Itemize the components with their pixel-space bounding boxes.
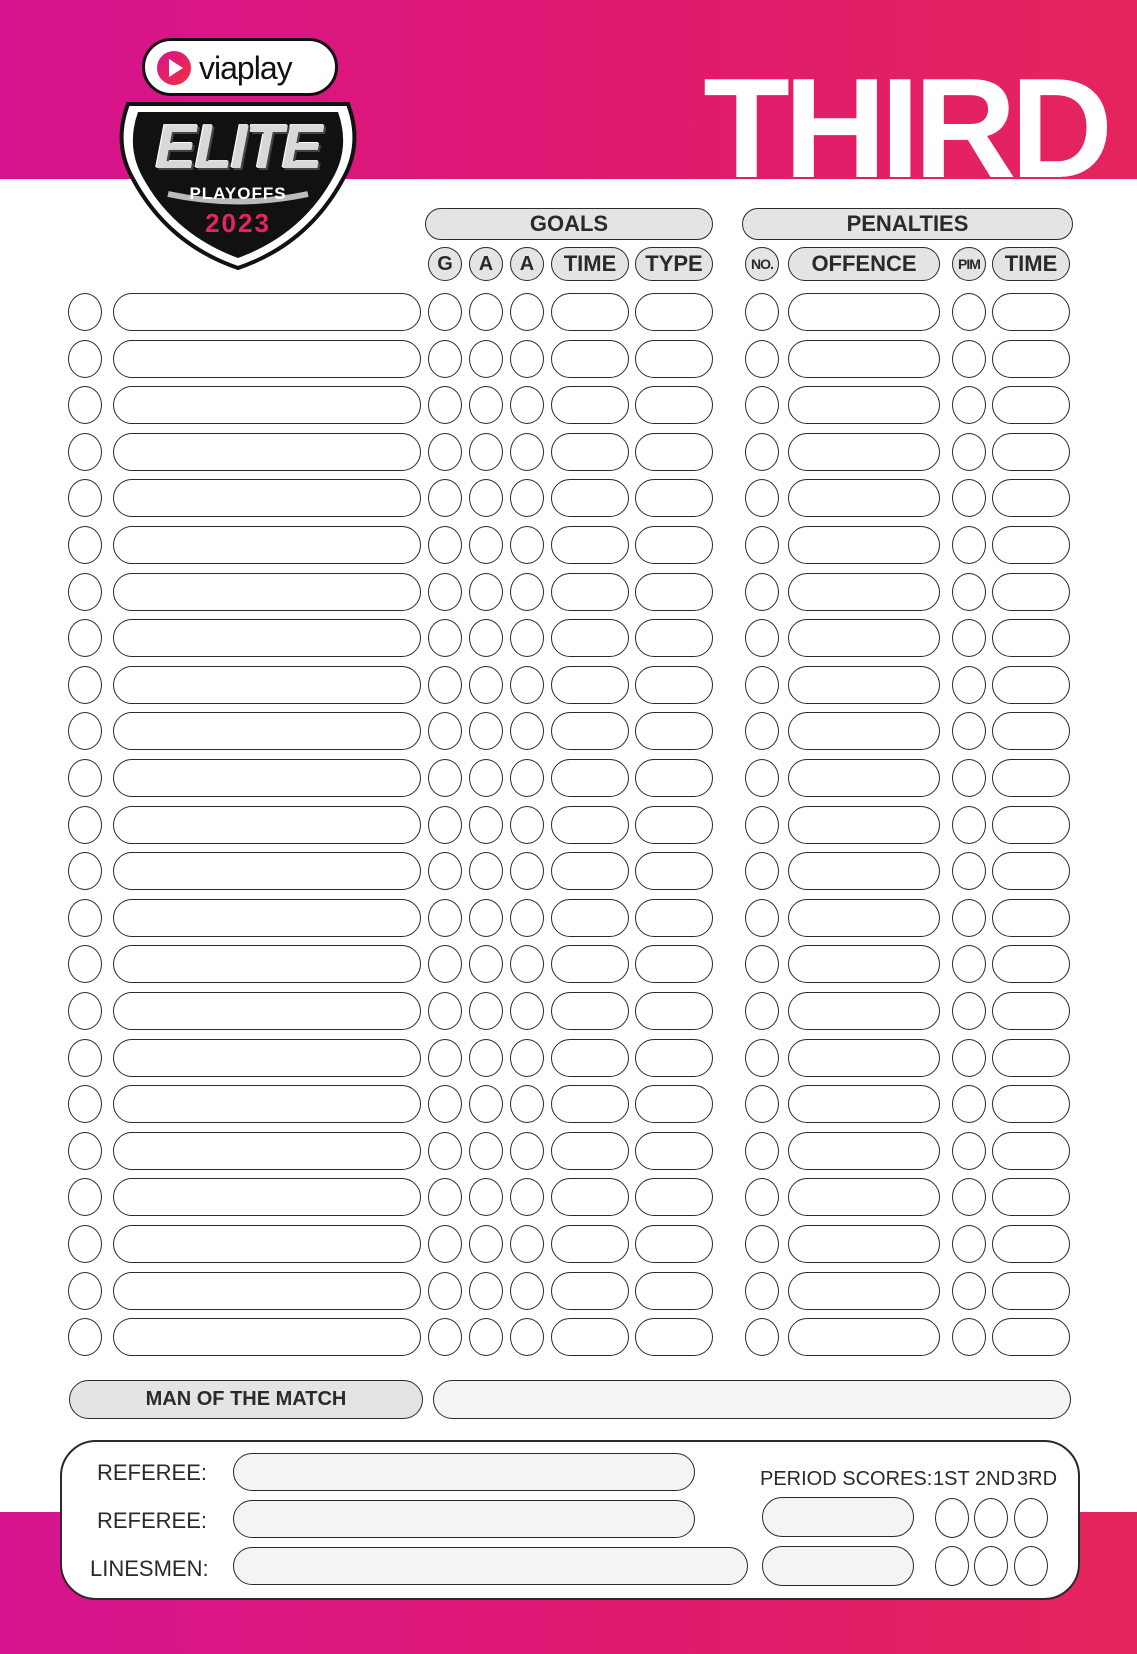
assist-2-field[interactable] [510,759,544,797]
goal-type-field[interactable] [635,433,713,471]
penalty-number-field[interactable] [745,1272,779,1310]
goal-scorer-field[interactable] [428,1178,462,1216]
goal-type-field[interactable] [635,479,713,517]
assist-1-field[interactable] [469,666,503,704]
pim-field[interactable] [952,852,986,890]
assist-1-field[interactable] [469,619,503,657]
penalty-time-field[interactable] [992,899,1070,937]
assist-column-header: A [510,247,544,281]
period-1-score[interactable] [935,1546,969,1586]
penalty-time-field[interactable] [992,619,1070,657]
player-number-field[interactable] [68,1132,102,1170]
goal-column-header: G [428,247,462,281]
penalty-number-field[interactable] [745,619,779,657]
player-name-field[interactable] [113,1085,421,1123]
assist-2-field[interactable] [510,992,544,1030]
goal-scorer-field[interactable] [428,666,462,704]
offence-field[interactable] [788,433,940,471]
period-title: THIRD [703,49,1107,208]
player-number-field[interactable] [68,479,102,517]
linesmen-field[interactable] [233,1547,748,1585]
player-number-field[interactable] [68,526,102,564]
player-name-field[interactable] [113,1318,421,1356]
assist-1-field[interactable] [469,1225,503,1263]
pim-field[interactable] [952,992,986,1030]
goal-type-field[interactable] [635,386,713,424]
penalty-number-field[interactable] [745,573,779,611]
penalty-number-field[interactable] [745,1225,779,1263]
penalty-number-field[interactable] [745,666,779,704]
pim-field[interactable] [952,1085,986,1123]
assist-2-field[interactable] [510,479,544,517]
pim-field[interactable] [952,759,986,797]
pim-field[interactable] [952,806,986,844]
player-name-field[interactable] [113,1272,421,1310]
player-number-field[interactable] [68,945,102,983]
penalty-time-field[interactable] [992,1039,1070,1077]
goal-time-field[interactable] [551,806,629,844]
goal-scorer-field[interactable] [428,573,462,611]
penalty-time-field[interactable] [992,573,1070,611]
penalty-time-field[interactable] [992,1272,1070,1310]
goal-time-field[interactable] [551,479,629,517]
goal-scorer-field[interactable] [428,712,462,750]
player-name-field[interactable] [113,945,421,983]
goal-type-field[interactable] [635,712,713,750]
goal-type-field[interactable] [635,1085,713,1123]
period-3-label: 3RD [1017,1468,1058,1490]
team-total-field[interactable] [762,1546,914,1586]
linesmen-label: LINESMEN: [90,1556,209,1581]
playoffs-label: PLAYOFFS [189,184,287,203]
penalty-time-field[interactable] [992,759,1070,797]
period-scores-label: PERIOD SCORES: [760,1468,933,1490]
player-name-field[interactable] [113,759,421,797]
offence-field[interactable] [788,666,940,704]
player-name-field[interactable] [113,1132,421,1170]
pim-field[interactable] [952,1178,986,1216]
pim-field[interactable] [952,1039,986,1077]
year-label: 2023 [205,208,271,238]
goal-time-field[interactable] [551,1225,629,1263]
assist-1-field[interactable] [469,293,503,331]
goal-scorer-field[interactable] [428,340,462,378]
pim-field[interactable] [952,1272,986,1310]
player-name-field[interactable] [113,526,421,564]
penalty-time-field[interactable] [992,526,1070,564]
penalty-number-field[interactable] [745,945,779,983]
goal-scorer-field[interactable] [428,759,462,797]
offence-column-header: OFFENCE [788,247,940,281]
goal-type-field[interactable] [635,899,713,937]
goal-time-field[interactable] [551,1039,629,1077]
penalty-number-field[interactable] [745,712,779,750]
assist-1-field[interactable] [469,386,503,424]
goal-scorer-field[interactable] [428,1132,462,1170]
player-number-field[interactable] [68,992,102,1030]
pim-field[interactable] [952,945,986,983]
player-name-field[interactable] [113,852,421,890]
penalty-number-field[interactable] [745,899,779,937]
goal-type-field[interactable] [635,1039,713,1077]
assist-1-field[interactable] [469,945,503,983]
penalties-header: PENALTIES [742,208,1073,240]
goal-time-field[interactable] [551,666,629,704]
assist-1-field[interactable] [469,852,503,890]
referee-label: REFEREE: [97,1508,208,1533]
penalty-number-field[interactable] [745,433,779,471]
player-number-field[interactable] [68,1318,102,1356]
pim-field[interactable] [952,1132,986,1170]
period-1-score[interactable] [935,1498,969,1538]
assist-1-field[interactable] [469,992,503,1030]
player-number-field[interactable] [68,619,102,657]
pim-field[interactable] [952,619,986,657]
goal-scorer-field[interactable] [428,852,462,890]
player-name-field[interactable] [113,1178,421,1216]
player-number-field[interactable] [68,340,102,378]
penalty-number-field[interactable] [745,1085,779,1123]
offence-field[interactable] [788,712,940,750]
assist-2-field[interactable] [510,1085,544,1123]
assist-2-field[interactable] [510,1225,544,1263]
offence-field[interactable] [788,619,940,657]
goal-scorer-field[interactable] [428,619,462,657]
offence-field[interactable] [788,899,940,937]
assist-1-field[interactable] [469,1318,503,1356]
assist-2-field[interactable] [510,433,544,471]
goal-type-field[interactable] [635,1318,713,1356]
player-number-field[interactable] [68,573,102,611]
period-1-label: 1ST [933,1468,970,1490]
goal-time-field[interactable] [551,1272,629,1310]
goal-time-field[interactable] [551,899,629,937]
goal-type-field[interactable] [635,759,713,797]
man-of-the-match-field[interactable] [433,1380,1071,1419]
player-name-field[interactable] [113,293,421,331]
pim-field[interactable] [952,712,986,750]
player-name-field[interactable] [113,1039,421,1077]
goal-type-field[interactable] [635,1225,713,1263]
pim-field[interactable] [952,340,986,378]
period-2-score[interactable] [974,1546,1008,1586]
team-total-field[interactable] [762,1497,914,1537]
assist-1-field[interactable] [469,433,503,471]
player-number-field[interactable] [68,1039,102,1077]
assist-2-field[interactable] [510,1039,544,1077]
player-name-field[interactable] [113,666,421,704]
assist-2-field[interactable] [510,899,544,937]
offence-field[interactable] [788,759,940,797]
assist-1-field[interactable] [469,899,503,937]
offence-field[interactable] [788,1085,940,1123]
player-number-field[interactable] [68,666,102,704]
assist-2-field[interactable] [510,852,544,890]
player-number-field[interactable] [68,293,102,331]
penalty-number-field[interactable] [745,340,779,378]
penalty-number-field[interactable] [745,479,779,517]
pim-field[interactable] [952,386,986,424]
assist-2-field[interactable] [510,1178,544,1216]
assist-1-field[interactable] [469,526,503,564]
offence-field[interactable] [788,1272,940,1310]
assist-1-field[interactable] [469,1132,503,1170]
player-name-field[interactable] [113,712,421,750]
period-2-label: 2ND [975,1468,1016,1490]
period-2-score[interactable] [974,1498,1008,1538]
player-number-field[interactable] [68,1272,102,1310]
player-name-field[interactable] [113,573,421,611]
assist-2-field[interactable] [510,340,544,378]
offence-field[interactable] [788,293,940,331]
assist-2-field[interactable] [510,1272,544,1310]
player-number-field[interactable] [68,1178,102,1216]
goal-scorer-field[interactable] [428,479,462,517]
player-name-field[interactable] [113,899,421,937]
assist-2-field[interactable] [510,945,544,983]
goal-type-field[interactable] [635,806,713,844]
assist-2-field[interactable] [510,573,544,611]
goal-time-field[interactable] [551,386,629,424]
pim-field[interactable] [952,479,986,517]
goal-type-field[interactable] [635,1132,713,1170]
penalty-number-field[interactable] [745,852,779,890]
pim-column-header: PIM [952,247,986,281]
goal-time-field[interactable] [551,1085,629,1123]
pim-field[interactable] [952,666,986,704]
goal-scorer-field[interactable] [428,806,462,844]
pim-field[interactable] [952,573,986,611]
offence-field[interactable] [788,479,940,517]
goal-time-field[interactable] [551,1132,629,1170]
penalty-time-field[interactable] [992,479,1070,517]
pim-field[interactable] [952,433,986,471]
goal-time-field[interactable] [551,1318,629,1356]
goal-scorer-field[interactable] [428,1272,462,1310]
assist-1-field[interactable] [469,712,503,750]
offence-field[interactable] [788,526,940,564]
offence-field[interactable] [788,1225,940,1263]
penalty-time-field[interactable] [992,852,1070,890]
elite-playoffs-logo [108,34,368,270]
assist-1-field[interactable] [469,1039,503,1077]
assist-2-field[interactable] [510,526,544,564]
goal-time-field[interactable] [551,293,629,331]
assist-1-field[interactable] [469,340,503,378]
player-name-field[interactable] [113,386,421,424]
goal-scorer-field[interactable] [428,899,462,937]
penalty-number-field[interactable] [745,293,779,331]
assist-2-field[interactable] [510,1132,544,1170]
goal-time-field[interactable] [551,1178,629,1216]
pim-field[interactable] [952,1225,986,1263]
assist-1-field[interactable] [469,1178,503,1216]
offence-field[interactable] [788,992,940,1030]
goal-time-field[interactable] [551,712,629,750]
goal-scorer-field[interactable] [428,293,462,331]
penalty-time-field[interactable] [992,1225,1070,1263]
offence-field[interactable] [788,1039,940,1077]
period-3-score[interactable] [1014,1546,1048,1586]
penalty-number-field[interactable] [745,1178,779,1216]
goal-time-field[interactable] [551,573,629,611]
offence-field[interactable] [788,945,940,983]
penalty-number-column-header: NO. [745,247,779,281]
goal-scorer-field[interactable] [428,992,462,1030]
goal-type-field[interactable] [635,293,713,331]
pim-field[interactable] [952,899,986,937]
pim-field[interactable] [952,526,986,564]
goal-time-column-header: TIME [551,247,629,281]
player-number-field[interactable] [68,852,102,890]
play-icon [157,51,191,85]
penalty-time-column-header: TIME [992,247,1070,281]
pim-field[interactable] [952,1318,986,1356]
offence-field[interactable] [788,806,940,844]
goal-scorer-field[interactable] [428,526,462,564]
assist-1-field[interactable] [469,806,503,844]
penalty-time-field[interactable] [992,1085,1070,1123]
goal-time-field[interactable] [551,852,629,890]
goal-type-field[interactable] [635,852,713,890]
assist-column-header: A [469,247,503,281]
goal-type-field[interactable] [635,526,713,564]
goal-scorer-field[interactable] [428,1039,462,1077]
penalty-time-field[interactable] [992,433,1070,471]
assist-1-field[interactable] [469,759,503,797]
goal-scorer-field[interactable] [428,1318,462,1356]
pim-field[interactable] [952,293,986,331]
elite-wordmark: ELITE [155,113,321,182]
goal-time-field[interactable] [551,619,629,657]
penalty-number-field[interactable] [745,526,779,564]
player-number-field[interactable] [68,759,102,797]
goal-time-field[interactable] [551,433,629,471]
viaplay-wordmark: viaplay [199,50,292,86]
assist-1-field[interactable] [469,1085,503,1123]
penalty-number-field[interactable] [745,1318,779,1356]
penalty-time-field[interactable] [992,386,1070,424]
offence-field[interactable] [788,1318,940,1356]
penalty-time-field[interactable] [992,666,1070,704]
player-name-field[interactable] [113,619,421,657]
penalty-time-field[interactable] [992,945,1070,983]
offence-field[interactable] [788,386,940,424]
offence-field[interactable] [788,573,940,611]
goal-type-field[interactable] [635,1178,713,1216]
player-name-field[interactable] [113,1225,421,1263]
player-name-field[interactable] [113,992,421,1030]
assist-2-field[interactable] [510,1318,544,1356]
goal-type-field[interactable] [635,666,713,704]
offence-field[interactable] [788,340,940,378]
goal-scorer-field[interactable] [428,433,462,471]
player-number-field[interactable] [68,433,102,471]
penalty-time-field[interactable] [992,806,1070,844]
referee-label: REFEREE: [97,1460,208,1485]
penalty-time-field[interactable] [992,340,1070,378]
assist-2-field[interactable] [510,619,544,657]
period-3-score[interactable] [1014,1498,1048,1538]
penalty-time-field[interactable] [992,992,1070,1030]
goals-header: GOALS [425,208,713,240]
assist-2-field[interactable] [510,666,544,704]
offence-field[interactable] [788,852,940,890]
goal-scorer-field[interactable] [428,1225,462,1263]
assist-2-field[interactable] [510,386,544,424]
man-of-the-match-label: MAN OF THE MATCH [69,1380,423,1419]
penalty-time-field[interactable] [992,1318,1070,1356]
goal-scorer-field[interactable] [428,945,462,983]
player-number-field[interactable] [68,1225,102,1263]
penalty-number-field[interactable] [745,992,779,1030]
penalty-time-field[interactable] [992,1178,1070,1216]
assist-2-field[interactable] [510,293,544,331]
player-number-field[interactable] [68,806,102,844]
goal-type-field[interactable] [635,340,713,378]
goal-type-column-header: TYPE [635,247,713,281]
player-number-field[interactable] [68,1085,102,1123]
goal-scorer-field[interactable] [428,386,462,424]
goal-type-field[interactable] [635,1272,713,1310]
goal-time-field[interactable] [551,759,629,797]
assist-1-field[interactable] [469,479,503,517]
goal-time-field[interactable] [551,340,629,378]
goal-time-field[interactable] [551,945,629,983]
penalty-number-field[interactable] [745,759,779,797]
player-name-field[interactable] [113,806,421,844]
assist-1-field[interactable] [469,1272,503,1310]
player-number-field[interactable] [68,712,102,750]
viaplay-badge [142,38,338,96]
offence-field[interactable] [788,1132,940,1170]
penalty-time-field[interactable] [992,1132,1070,1170]
penalty-time-field[interactable] [992,293,1070,331]
penalty-number-field[interactable] [745,1132,779,1170]
referee-field[interactable] [233,1453,695,1491]
goal-type-field[interactable] [635,573,713,611]
penalty-number-field[interactable] [745,1039,779,1077]
goal-type-field[interactable] [635,619,713,657]
goal-time-field[interactable] [551,992,629,1030]
assist-2-field[interactable] [510,806,544,844]
player-name-field[interactable] [113,433,421,471]
referee-field[interactable] [233,1500,695,1538]
player-number-field[interactable] [68,899,102,937]
goal-time-field[interactable] [551,526,629,564]
penalty-time-field[interactable] [992,712,1070,750]
assist-2-field[interactable] [510,712,544,750]
penalty-number-field[interactable] [745,806,779,844]
player-name-field[interactable] [113,340,421,378]
goal-type-field[interactable] [635,945,713,983]
offence-field[interactable] [788,1178,940,1216]
player-name-field[interactable] [113,479,421,517]
goal-scorer-field[interactable] [428,1085,462,1123]
player-number-field[interactable] [68,386,102,424]
assist-1-field[interactable] [469,573,503,611]
goal-type-field[interactable] [635,992,713,1030]
penalty-number-field[interactable] [745,386,779,424]
